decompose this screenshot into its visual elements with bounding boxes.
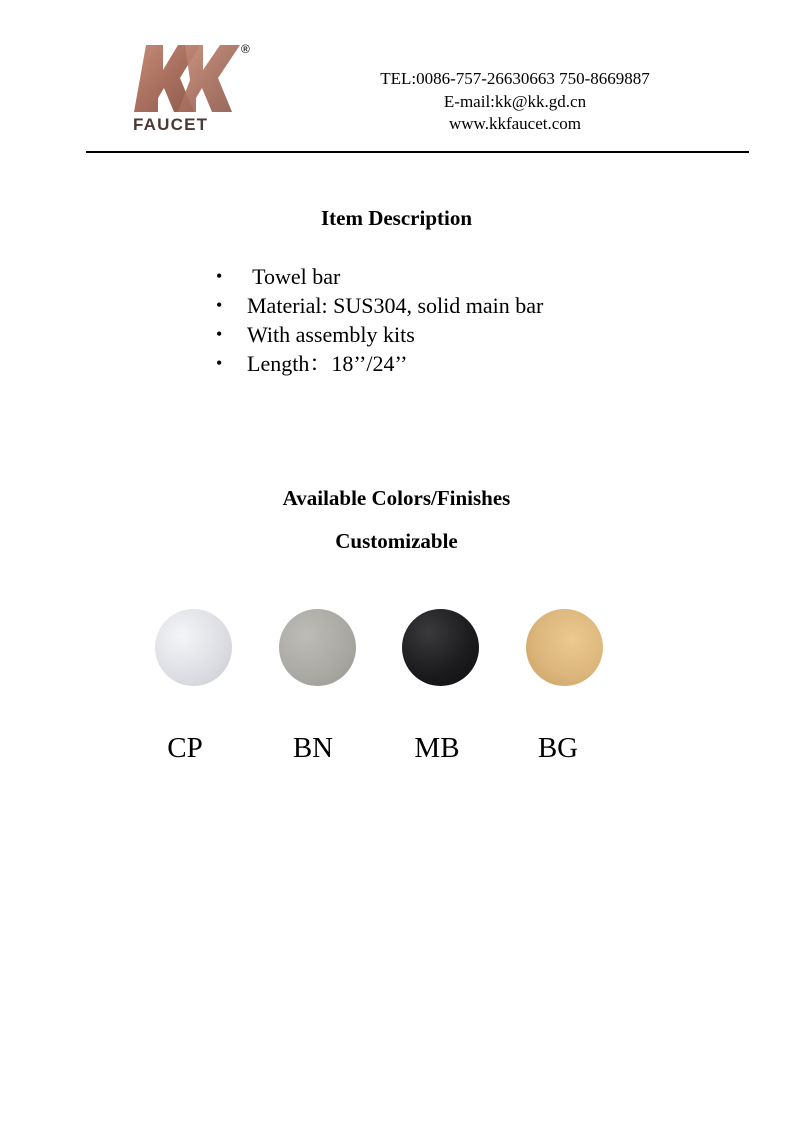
email: E-mail:kk@kk.gd.cn <box>443 91 587 111</box>
website: www.kkfaucet.com <box>448 114 581 133</box>
bullet-icon: • <box>216 295 223 315</box>
swatch-cp <box>155 609 232 686</box>
bullet-icon: • <box>216 266 223 286</box>
swatch-label-mb: MB <box>414 732 460 764</box>
swatch-label-cp: CP <box>167 732 203 764</box>
telephone: TEL:0086-757-26630663 750-8669887 <box>380 69 650 88</box>
swatch-bn <box>279 609 356 686</box>
bullet-icon: • <box>216 353 223 373</box>
swatch-label-bg: BG <box>537 732 579 764</box>
swatch-label-bn: BN <box>292 732 334 764</box>
header-divider <box>86 151 749 153</box>
list-item: • Towel bar <box>216 264 341 289</box>
list-item: • Length：18’’/24’’ <box>216 351 408 376</box>
registered-mark: ® <box>241 42 250 56</box>
bullet-icon: • <box>216 324 223 344</box>
kk-faucet-logo <box>130 40 260 135</box>
list-item: • With assembly kits <box>216 322 415 347</box>
logo-wordmark: FAUCET <box>133 115 209 134</box>
list-item: • Material: SUS304, solid main bar <box>216 293 544 318</box>
customizable-subtitle: Customizable <box>335 529 458 553</box>
kk-logo-icon <box>130 40 260 135</box>
swatch-bg <box>526 609 603 686</box>
swatch-mb <box>402 609 479 686</box>
description-list <box>216 262 543 378</box>
item-description-title: Item Description <box>320 206 473 230</box>
contact-info <box>330 68 700 136</box>
finishes-title: Available Colors/Finishes <box>282 486 511 510</box>
